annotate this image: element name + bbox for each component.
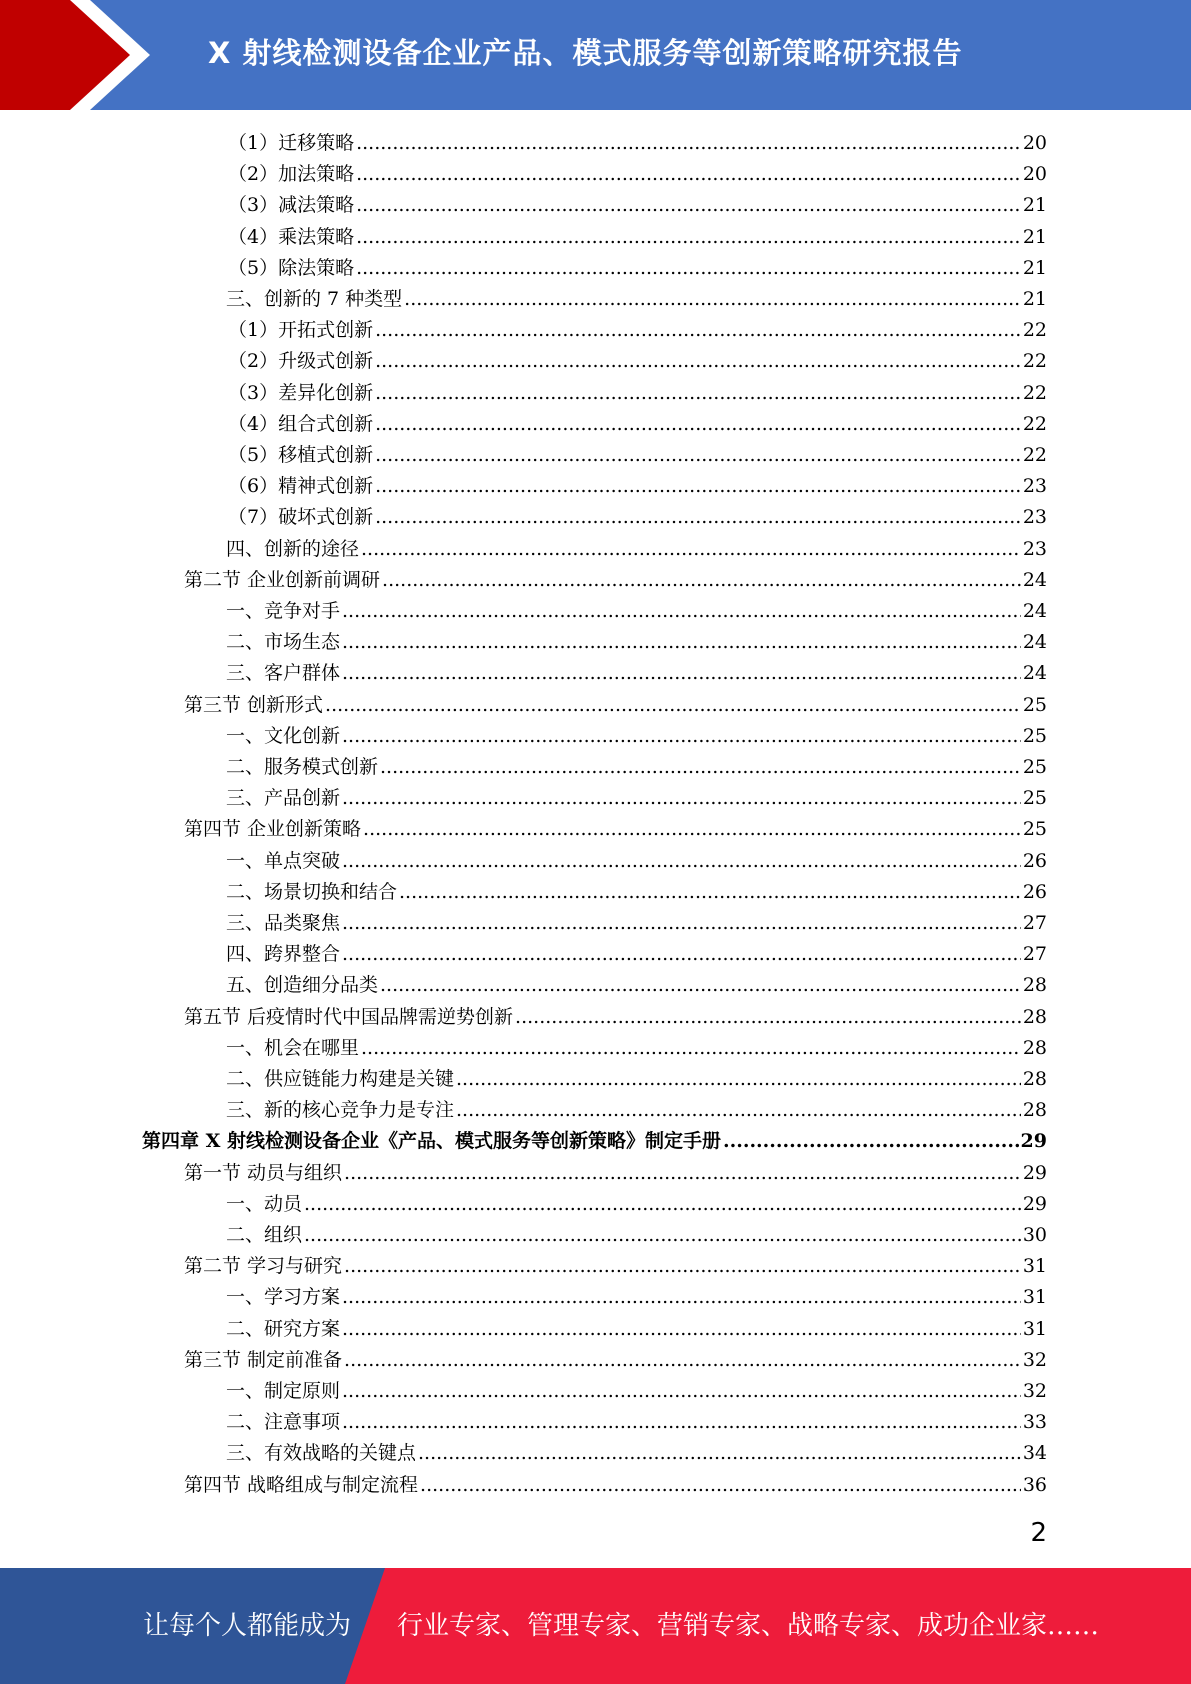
toc-entry-page: 25 <box>1022 818 1047 841</box>
toc-entry-page: 28 <box>1022 1068 1047 1090</box>
toc-entry[interactable] <box>226 1376 1047 1407</box>
toc-entry-page: 21 <box>1022 288 1047 310</box>
toc-entry-title: （1）开拓式创新 <box>228 319 374 342</box>
toc-entry-page: 29 <box>1020 1130 1047 1153</box>
toc-entry-title: 一、竞争对手 <box>226 600 341 622</box>
toc-entry-page: 20 <box>1022 163 1047 186</box>
toc-entry-page: 31 <box>1022 1317 1047 1340</box>
toc-entry[interactable] <box>226 877 1047 908</box>
toc-dot-leader <box>344 1345 1021 1376</box>
toc-entry-title: 三、品类聚焦 <box>226 912 341 934</box>
toc-entry[interactable] <box>228 222 1047 253</box>
toc-entry-page: 27 <box>1022 943 1047 966</box>
toc-dot-leader <box>363 814 1021 845</box>
toc-entry-title: 第二节 学习与研究 <box>184 1255 343 1278</box>
toc-dot-leader <box>356 128 1021 159</box>
toc-dot-leader <box>342 783 1021 814</box>
toc-dot-leader <box>342 1282 1021 1313</box>
toc-entry-title: （2）升级式创新 <box>228 350 374 373</box>
toc-entry[interactable] <box>228 190 1047 221</box>
toc-dot-leader <box>342 908 1021 939</box>
toc-entry-title: （5）移植式创新 <box>228 444 374 466</box>
toc-dot-leader <box>404 284 1021 315</box>
report-title: X 射线检测设备企业产品、模式服务等创新策略研究报告 <box>208 36 963 70</box>
toc-entry[interactable] <box>226 1438 1047 1469</box>
footer-slogan-right: 行业专家、管理专家、营销专家、战略专家、成功企业家…… <box>397 1611 1100 1641</box>
toc-entry-page: 26 <box>1022 880 1047 903</box>
toc-entry-title: 三、客户群体 <box>226 662 341 685</box>
toc-entry-title: 二、供应链能力构建是关键 <box>226 1068 455 1090</box>
toc-entry[interactable] <box>184 1470 1047 1501</box>
toc-dot-leader <box>375 440 1021 471</box>
toc-entry-page: 20 <box>1022 132 1047 154</box>
toc-entry[interactable] <box>184 814 1047 845</box>
toc-entry-page: 22 <box>1022 444 1047 466</box>
toc-dot-leader <box>356 222 1021 253</box>
toc-dot-leader <box>342 1314 1021 1345</box>
toc-entry-page: 29 <box>1022 1192 1047 1215</box>
toc-entry[interactable] <box>226 939 1047 970</box>
toc-entry-title: （2）加法策略 <box>228 163 355 186</box>
toc-dot-leader <box>420 1470 1021 1501</box>
toc-entry-title: 第四节 战略组成与制定流程 <box>184 1473 419 1496</box>
toc-entry-title: 三、新的核心竞争力是专注 <box>226 1099 455 1122</box>
toc-entry[interactable] <box>226 846 1047 877</box>
toc-entry-title: 一、学习方案 <box>226 1286 341 1309</box>
toc-entry-title: 第二节 企业创新前调研 <box>184 568 381 591</box>
toc-entry[interactable] <box>226 721 1047 752</box>
toc-entry[interactable] <box>226 1033 1047 1064</box>
toc-entry[interactable] <box>226 1314 1047 1345</box>
toc-entry-title: 三、创新的 7 种类型 <box>226 288 403 310</box>
toc-entry[interactable] <box>226 284 1047 315</box>
toc-entry-page: 28 <box>1022 1099 1047 1122</box>
toc-entry-page: 25 <box>1022 693 1047 716</box>
toc-entry[interactable] <box>184 565 1047 596</box>
toc-dot-leader <box>456 1095 1021 1126</box>
toc-dot-leader <box>375 502 1021 533</box>
toc-entry-title: 二、研究方案 <box>226 1317 341 1340</box>
toc-entry-page: 28 <box>1022 1005 1047 1028</box>
toc-dot-leader <box>342 596 1021 627</box>
toc-entry[interactable] <box>228 502 1047 533</box>
toc-entry-title: 一、文化创新 <box>226 724 341 747</box>
toc-dot-leader <box>418 1438 1021 1469</box>
toc-entry[interactable] <box>228 378 1047 409</box>
toc-entry-title: （3）减法策略 <box>228 194 355 217</box>
toc-entry-page: 28 <box>1022 1036 1047 1059</box>
toc-entry-page: 27 <box>1022 912 1047 934</box>
toc-entry-page: 24 <box>1022 600 1047 622</box>
toc-entry-title: 第三节 制定前准备 <box>184 1348 343 1371</box>
toc-entry-title: （6）精神式创新 <box>228 475 374 498</box>
toc-entry[interactable] <box>226 908 1047 939</box>
toc-entry[interactable] <box>184 1002 1047 1033</box>
toc-dot-leader <box>304 1189 1021 1220</box>
toc-entry-page: 22 <box>1022 350 1047 373</box>
toc-entry[interactable] <box>228 253 1047 284</box>
toc-entry-page: 21 <box>1022 256 1047 279</box>
toc-entry-page: 23 <box>1022 506 1047 529</box>
toc-entry[interactable] <box>228 409 1047 440</box>
toc-entry-title: （5）除法策略 <box>228 256 355 279</box>
toc-dot-leader <box>375 409 1021 440</box>
toc-entry[interactable] <box>228 128 1047 159</box>
toc-entry-page: 31 <box>1022 1286 1047 1309</box>
toc-entry-title: 二、服务模式创新 <box>226 756 379 778</box>
toc-entry-page: 23 <box>1022 475 1047 498</box>
toc-entry[interactable] <box>184 1251 1047 1282</box>
toc-entry-page: 25 <box>1022 756 1047 778</box>
toc-entry[interactable] <box>184 1345 1047 1376</box>
toc-entry-page: 34 <box>1022 1442 1047 1465</box>
toc-entry-title: 二、场景切换和结合 <box>226 880 398 903</box>
toc-entry-title: 三、有效战略的关键点 <box>226 1442 417 1465</box>
toc-entry[interactable] <box>226 1407 1047 1438</box>
page-number: 2 <box>1030 1518 1047 1548</box>
toc-dot-leader <box>356 253 1021 284</box>
toc-dot-leader <box>380 970 1021 1001</box>
toc-entry-page: 25 <box>1022 787 1047 810</box>
toc-entry-title: 第四章 X 射线检测设备企业《产品、模式服务等创新策略》制定手册 <box>142 1130 721 1153</box>
toc-entry-title: 一、单点突破 <box>226 849 341 872</box>
toc-dot-leader <box>342 1407 1021 1438</box>
toc-entry-title: 第三节 创新形式 <box>184 693 324 716</box>
toc-dot-leader <box>723 1126 1019 1157</box>
toc-entry[interactable] <box>226 1064 1047 1095</box>
toc-dot-leader <box>375 315 1021 346</box>
toc-dot-leader <box>380 752 1021 783</box>
toc-entry-title: （4）乘法策略 <box>228 225 355 248</box>
toc-entry-page: 33 <box>1022 1411 1047 1434</box>
toc-dot-leader <box>375 346 1021 377</box>
toc-dot-leader <box>456 1064 1021 1095</box>
toc-entry[interactable] <box>142 1126 1047 1157</box>
toc-entry-page: 31 <box>1022 1255 1047 1278</box>
toc-entry-title: 五、创造细分品类 <box>226 974 379 997</box>
toc-entry[interactable] <box>226 596 1047 627</box>
toc-entry[interactable] <box>226 658 1047 689</box>
toc-entry-title: 一、制定原则 <box>226 1380 341 1402</box>
toc-entry[interactable] <box>226 970 1047 1001</box>
toc-dot-leader <box>342 721 1021 752</box>
toc-entry-title: 四、创新的途径 <box>226 537 360 560</box>
toc-entry[interactable] <box>228 471 1047 502</box>
toc-entry[interactable] <box>228 159 1047 190</box>
toc-dot-leader <box>342 627 1021 658</box>
toc-entry-page: 21 <box>1022 225 1047 248</box>
toc-entry-page: 21 <box>1022 194 1047 217</box>
toc-dot-leader <box>325 690 1021 721</box>
toc-entry[interactable] <box>226 534 1047 565</box>
toc-dot-leader <box>356 190 1021 221</box>
toc-dot-leader <box>515 1002 1021 1033</box>
toc-entry-page: 36 <box>1022 1473 1047 1496</box>
toc-entry-title: （1）迁移策略 <box>228 132 355 154</box>
toc-entry-title: （4）组合式创新 <box>228 412 374 435</box>
toc-entry-title: （7）破坏式创新 <box>228 506 374 529</box>
toc-entry-page: 32 <box>1022 1348 1047 1371</box>
toc-dot-leader <box>344 1251 1021 1282</box>
toc-entry-page: 29 <box>1022 1161 1047 1184</box>
toc-dot-leader <box>342 939 1021 970</box>
toc-entry[interactable] <box>226 1189 1047 1220</box>
toc-entry[interactable] <box>228 315 1047 346</box>
toc-entry-page: 23 <box>1022 537 1047 560</box>
toc-dot-leader <box>356 159 1021 190</box>
toc-entry-page: 32 <box>1022 1380 1047 1402</box>
toc-entry[interactable] <box>226 1095 1047 1126</box>
toc-entry-page: 26 <box>1022 849 1047 872</box>
toc-entry-title: 第四节 企业创新策略 <box>184 818 362 841</box>
toc-dot-leader <box>361 1033 1021 1064</box>
toc-dot-leader <box>344 1158 1021 1189</box>
toc-entry-title: 四、跨界整合 <box>226 943 341 966</box>
toc-entry-page: 22 <box>1022 319 1047 342</box>
toc-entry-page: 24 <box>1022 631 1047 654</box>
toc-entry-page: 22 <box>1022 412 1047 435</box>
toc-entry-title: （3）差异化创新 <box>228 381 374 404</box>
toc-entry[interactable] <box>226 783 1047 814</box>
toc-entry[interactable] <box>228 440 1047 471</box>
toc-entry-page: 22 <box>1022 381 1047 404</box>
toc-dot-leader <box>382 565 1021 596</box>
toc-entry[interactable] <box>226 1282 1047 1313</box>
toc-dot-leader <box>342 658 1021 689</box>
toc-entry-page: 24 <box>1022 568 1047 591</box>
toc-entry-title: 第一节 动员与组织 <box>184 1161 343 1184</box>
toc-dot-leader <box>375 378 1021 409</box>
toc-dot-leader <box>342 846 1021 877</box>
toc-entry-title: 一、动员 <box>226 1192 303 1215</box>
toc-entry-title: 第五节 后疫情时代中国品牌需逆势创新 <box>184 1005 514 1028</box>
toc-entry-page: 25 <box>1022 724 1047 747</box>
toc-dot-leader <box>361 534 1021 565</box>
toc-entry-title: 二、市场生态 <box>226 631 341 654</box>
toc-entry[interactable] <box>226 1220 1047 1251</box>
toc-entry-page: 28 <box>1022 974 1047 997</box>
toc-entry-title: 二、注意事项 <box>226 1411 341 1434</box>
header-banner <box>0 0 1191 110</box>
toc-entry[interactable] <box>226 627 1047 658</box>
toc-entry-title: 三、产品创新 <box>226 787 341 810</box>
toc-entry-title: 二、组织 <box>226 1224 303 1246</box>
toc-entry-title: 一、机会在哪里 <box>226 1036 360 1059</box>
footer-banner <box>0 1568 1191 1684</box>
toc-entry-page: 30 <box>1022 1224 1047 1246</box>
toc-dot-leader <box>399 877 1021 908</box>
toc-entry-page: 24 <box>1022 662 1047 685</box>
toc-dot-leader <box>342 1376 1021 1407</box>
toc-entry[interactable] <box>226 752 1047 783</box>
toc-entry[interactable] <box>184 690 1047 721</box>
toc-dot-leader <box>375 471 1021 502</box>
footer-slogan-left: 让每个人都能成为 <box>143 1611 352 1641</box>
toc-entry[interactable] <box>228 346 1047 377</box>
toc-entry[interactable] <box>184 1158 1047 1189</box>
toc-dot-leader <box>304 1220 1021 1251</box>
